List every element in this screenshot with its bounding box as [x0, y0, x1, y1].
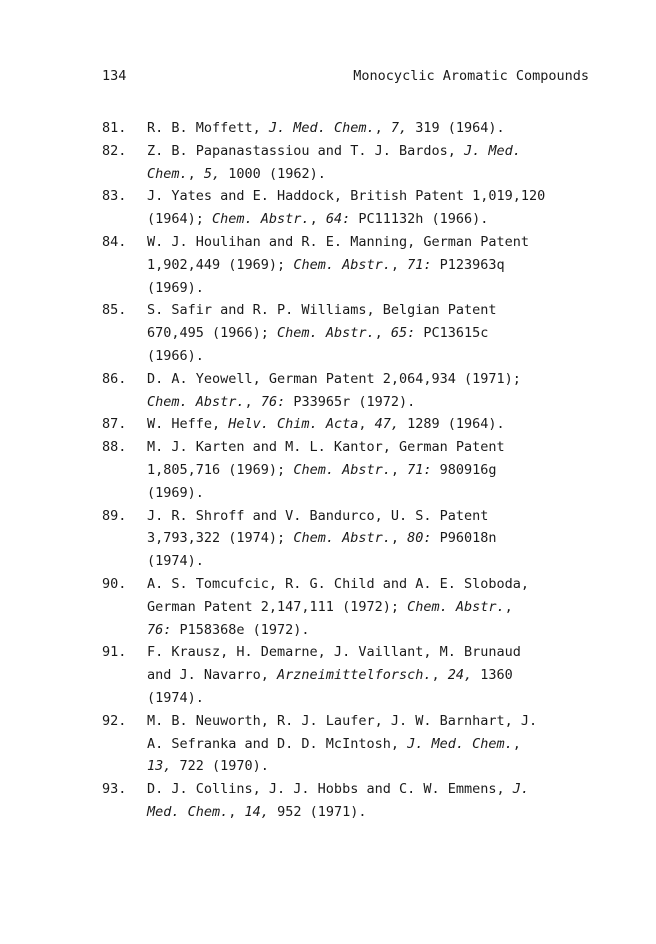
reference-text: S. Safir and R. P. Williams, Belgian Patent: [147, 302, 497, 319]
reference-line: [147, 733, 602, 756]
reference-text: German Patent 2,147,111 (1972);: [147, 598, 408, 615]
reference-italic-text: Chem. Abstr.: [277, 325, 375, 342]
reference-italic-text: 47,: [374, 416, 399, 433]
reference-number: 88.: [102, 439, 127, 456]
reference-text: D. A. Yeowell, German Patent 2,064,934 (1971);: [147, 370, 521, 387]
reference-italic-text: Helv. Chim. Acta: [228, 416, 359, 433]
reference-line: [147, 322, 602, 345]
reference-line: [147, 710, 602, 733]
reference-text: M. B. Neuworth, R. J. Laufer, J. W. Barnhart, J.: [147, 712, 538, 729]
reference-line: [147, 277, 602, 300]
reference-item: [102, 436, 602, 504]
reference-line: [147, 550, 602, 573]
reference-line: [147, 140, 602, 163]
reference-text: (1966).: [147, 347, 204, 364]
reference-text: 319 (1964).: [407, 120, 505, 136]
reference-number: 91.: [102, 644, 127, 661]
reference-italic-text: 7,: [390, 120, 408, 136]
reference-text: P33965r (1972).: [285, 393, 416, 410]
reference-item: [102, 140, 602, 186]
reference-text: (1969).: [147, 279, 204, 296]
page-number: 134: [102, 68, 127, 84]
reference-text: D. J. Collins, J. J. Hobbs and C. W. Emmens,: [147, 781, 513, 798]
reference-italic-text: 71:: [407, 461, 432, 478]
reference-line: [147, 368, 602, 391]
running-title: Monocyclic Aromatic Compounds: [353, 68, 589, 84]
reference-text: M. J. Karten and M. L. Kantor, German Patent: [147, 439, 505, 456]
reference-italic-text: 24,: [447, 667, 473, 684]
reference-line: [147, 299, 602, 322]
reference-text: F. Krausz, H. Demarne, J. Vaillant, M. Brunaud: [147, 644, 521, 661]
reference-text: 980916g: [431, 461, 497, 478]
reference-line: [147, 254, 602, 277]
reference-text: 952 (1971).: [268, 803, 367, 820]
reference-text: ,: [390, 256, 408, 273]
reference-line: [147, 505, 602, 528]
reference-text: Z. B. Papanastassiou and T. J. Bardos,: [147, 142, 464, 159]
reference-line: [147, 801, 602, 824]
reference-text: J. Yates and E. Haddock, British Patent 1,019,120: [147, 188, 546, 205]
reference-text: ,: [390, 461, 408, 478]
reference-italic-text: 14,: [244, 803, 269, 820]
reference-line: [147, 619, 602, 642]
reference-italic-text: 5,: [203, 165, 221, 182]
reference-italic-text: 64:: [325, 211, 351, 228]
reference-line: [147, 185, 602, 208]
reference-line: [147, 117, 602, 140]
reference-number: 89.: [102, 507, 127, 524]
reference-text: ,: [244, 393, 261, 410]
reference-italic-text: J. Med.: [463, 142, 521, 159]
reference-text: ,: [390, 530, 408, 547]
reference-item: [102, 573, 602, 641]
reference-italic-text: 76:: [147, 621, 172, 638]
reference-number: 87.: [102, 416, 127, 433]
reference-line: [147, 413, 602, 436]
reference-text: A. S. Tomcufcic, R. G. Child and A. E. Sloboda,: [147, 575, 530, 592]
reference-line: [147, 482, 602, 505]
reference-line: [147, 687, 602, 710]
reference-number: 82.: [102, 142, 127, 159]
reference-italic-text: J. Med. Chem.: [407, 735, 513, 752]
reference-text: 1289 (1964).: [398, 416, 505, 433]
reference-text: PC11132h (1966).: [350, 211, 489, 228]
reference-italic-text: Chem. Abstr.: [293, 256, 391, 273]
reference-text: 1,902,449 (1969);: [147, 256, 294, 273]
reference-text: PC13615c: [415, 325, 489, 342]
reference-text: (1974).: [147, 689, 204, 706]
reference-text: P123963q: [431, 256, 505, 273]
reference-text: ,: [228, 803, 245, 820]
reference-number: 86.: [102, 370, 127, 387]
reference-item: [102, 413, 602, 436]
reference-text: and J. Navarro,: [147, 667, 278, 684]
reference-italic-text: Arzneimittelforsch.: [277, 667, 432, 684]
reference-item: [102, 185, 602, 231]
reference-line: [147, 208, 602, 231]
reference-italic-text: Chem. Abstr.: [293, 530, 391, 547]
reference-line: [147, 436, 602, 459]
reference-line: [147, 345, 602, 368]
reference-text: ,: [187, 165, 204, 182]
reference-number: 90.: [102, 575, 127, 592]
reference-italic-text: 80:: [407, 530, 432, 547]
reference-text: 722 (1970).: [171, 758, 269, 775]
reference-text: ,: [358, 416, 375, 433]
reference-number: 81.: [102, 120, 127, 136]
reference-item: [102, 299, 602, 367]
reference-text: (1974).: [147, 553, 204, 570]
reference-item: [102, 778, 602, 824]
reference-text: W. J. Houlihan and R. E. Manning, German Patent: [147, 233, 530, 250]
reference-line: [147, 391, 602, 414]
reference-italic-text: Chem. Abstr.: [147, 393, 245, 410]
reference-number: 83.: [102, 188, 127, 205]
reference-italic-text: 65:: [390, 325, 416, 342]
reference-line: [147, 527, 602, 550]
reference-italic-text: 13,: [147, 758, 172, 775]
reference-line: [147, 573, 602, 596]
reference-number: 92.: [102, 712, 127, 729]
reference-line: [147, 163, 602, 186]
reference-italic-text: J. Med. Chem.: [268, 120, 375, 136]
reference-italic-text: Chem. Abstr.: [293, 461, 391, 478]
reference-text: ,: [374, 120, 391, 136]
reference-number: 85.: [102, 302, 127, 319]
page-header: [102, 66, 589, 86]
reference-item: [102, 710, 602, 778]
reference-number: 93.: [102, 781, 127, 798]
reference-text: 3,793,322 (1974);: [147, 530, 294, 547]
reference-italic-text: 71:: [407, 256, 432, 273]
reference-item: [102, 641, 602, 709]
reference-item: [102, 231, 602, 299]
reference-text: R. B. Moffett,: [147, 120, 269, 136]
reference-italic-text: Chem. Abstr.: [407, 598, 505, 615]
reference-italic-text: 76:: [260, 393, 286, 410]
reference-item: [102, 505, 602, 573]
reference-italic-text: J.: [512, 781, 530, 798]
reference-item: [102, 368, 602, 414]
reference-line: [147, 231, 602, 254]
reference-text: W. Heffe,: [147, 416, 229, 433]
reference-text: A. Sefranka and D. D. McIntosh,: [147, 735, 408, 752]
reference-italic-text: Chem. Abstr.: [212, 211, 310, 228]
reference-italic-text: Chem.: [147, 165, 188, 182]
reference-text: J. R. Shroff and V. Bandurco, U. S. Patent: [147, 507, 489, 524]
reference-text: ,: [512, 735, 521, 752]
reference-italic-text: Med. Chem.: [147, 803, 229, 820]
reference-number: 84.: [102, 233, 127, 250]
reference-text: ,: [374, 325, 391, 342]
reference-text: 1000 (1962).: [220, 165, 326, 182]
reference-line: [147, 755, 602, 778]
reference-text: P96018n: [431, 530, 497, 547]
reference-line: [147, 596, 602, 619]
reference-text: ,: [309, 211, 326, 228]
reference-line: [147, 664, 602, 687]
reference-text: 1,805,716 (1969);: [147, 461, 294, 478]
reference-text: ,: [431, 667, 448, 684]
reference-line: [147, 641, 602, 664]
reference-text: (1964);: [147, 211, 213, 228]
reference-text: (1969).: [147, 484, 204, 501]
reference-text: ,: [504, 598, 513, 615]
reference-text: 1360: [472, 667, 513, 684]
reference-line: [147, 778, 602, 801]
reference-line: [147, 459, 602, 482]
reference-text: 670,495 (1966);: [147, 325, 278, 342]
reference-item: [102, 117, 602, 140]
reference-list: [102, 117, 602, 824]
reference-text: P158368e (1972).: [171, 621, 310, 638]
